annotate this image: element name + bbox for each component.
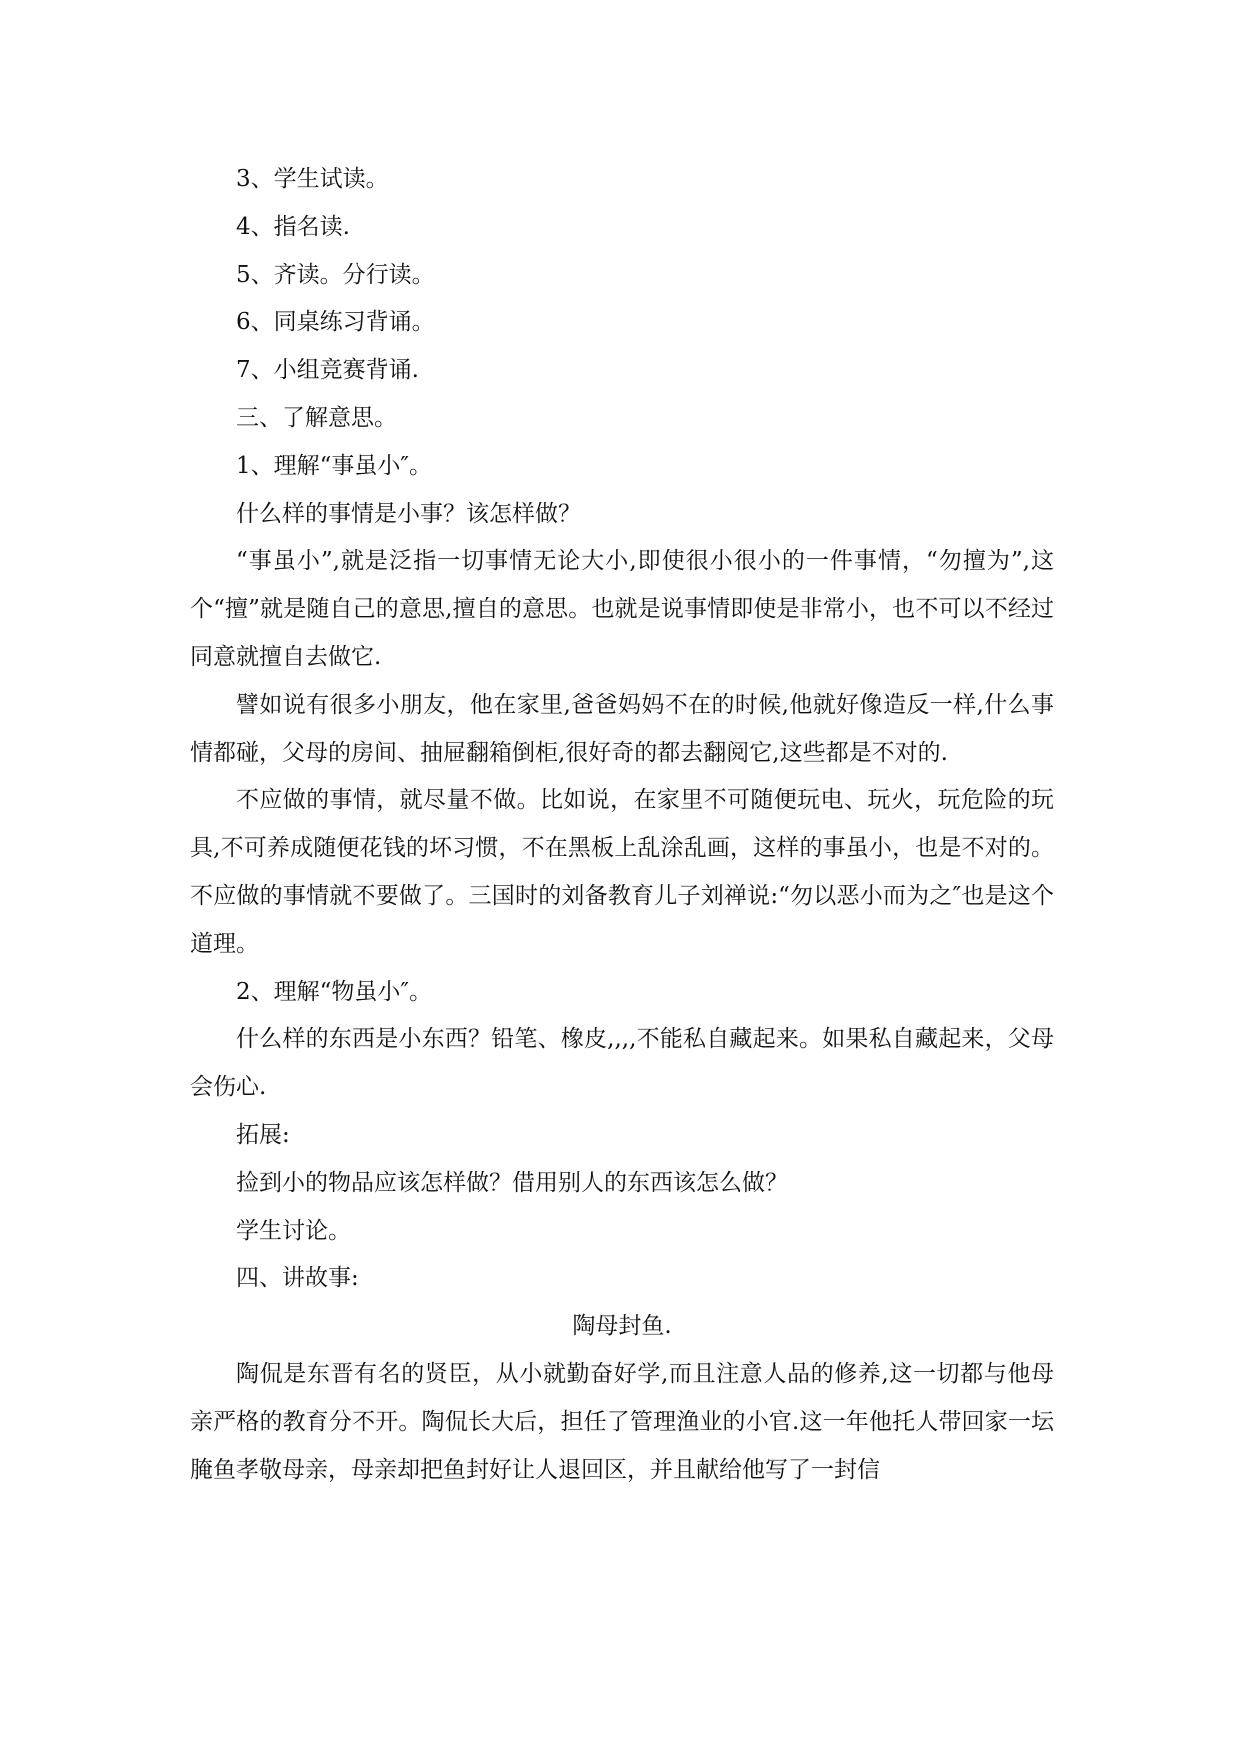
step-group-reading: 5、齐读。分行读。 <box>236 261 435 288</box>
step-desk-recitation: 6、同桌练习背诵。 <box>236 309 435 336</box>
story-paragraph: 陶侃是东晋有名的贤臣，从小就勤奋好学,而且注意人品的修养,这一切都与他母亲严格的教育分不开。陶侃长大后，担任了管理渔业的小官.这一年他托人带回家一坛腌鱼孝敬母亲，母亲却把鱼封好让人退回区，并且献给他写了一封信 <box>190 1360 1054 1483</box>
question-small-matters: 什么样的事情是小事？该怎样做？ <box>236 500 581 527</box>
question-extension: 捡到小的物品应该怎样做？借用别人的东西该怎么做？ <box>236 1169 788 1196</box>
paragraph-explanation: “事虽小”,就是泛指一切事情无论大小,即使很小很小的一件事情，“勿擅为”,这个“擅”就是随自己的意思,擅自的意思。也就是说事情即使是非常小，也不可以不经过同意就擅自去做它. <box>190 548 1054 670</box>
subheading-small-things: 2、理解“物虽小″。 <box>236 978 432 1005</box>
section-heading-meaning: 三、了解意思。 <box>236 404 397 431</box>
paragraph-should-not-do: 不应做的事情，就尽量不做。比如说，在家里不可随便玩电、玩火，玩危险的玩具,不可养成随便花钱的坏习惯，不在黑板上乱涂乱画，这样的事虽小，也是不对的。不应做的事情就不要做了。三国时的刘备教育儿子刘禅说:“勿以恶小而为之″也是这个道理。 <box>190 787 1054 957</box>
paragraph-example-children: 譬如说有很多小朋友，他在家里,爸爸妈妈不在的时候,他就好像造反一样,什么事情都碰，父母的房间、抽屉翻箱倒柜,很好奇的都去翻阅它,这些都是不对的. <box>190 691 1054 766</box>
document-body <box>190 156 1054 1494</box>
paragraph-small-things: 什么样的东西是小东西？铅笔、橡皮,,,,不能私自藏起来。如果私自藏起来，父母会伤心. <box>190 1026 1054 1101</box>
section-heading-story: 四、讲故事: <box>236 1265 359 1292</box>
student-discussion: 学生讨论。 <box>236 1217 351 1244</box>
subheading-small-matters: 1、理解“事虽小″。 <box>236 452 432 479</box>
step-group-contest: 7、小组竞赛背诵. <box>236 357 419 384</box>
label-extension: 拓展: <box>236 1121 290 1148</box>
step-trial-reading: 3、学生试读。 <box>236 166 389 192</box>
story-title: 陶母封鱼. <box>572 1313 672 1340</box>
step-named-reading: 4、指名读. <box>236 213 350 240</box>
